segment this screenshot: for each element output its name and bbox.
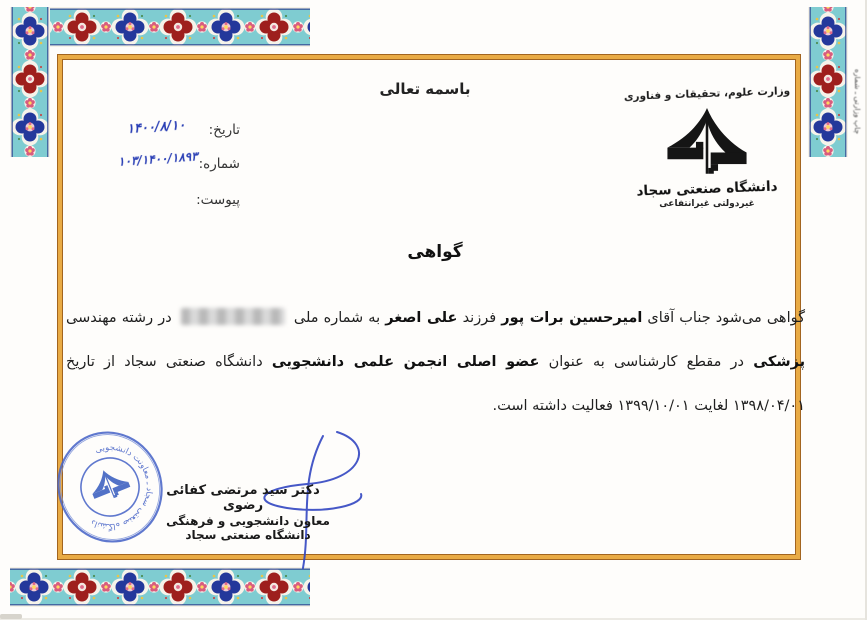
major-field: پزشکی (753, 354, 806, 370)
membership-role: عضو اصلی انجمن علمی دانشجویی (271, 354, 540, 370)
basmala-heading: باسمه تعالی (379, 80, 471, 98)
father-name: علی اصغر (385, 310, 458, 326)
number-label: شماره: (198, 156, 240, 172)
redacted-national-id (181, 308, 285, 325)
stamp-ring-text: دانشگاه صنعتی سجاد ـ معاونت دانشجویی (89, 442, 154, 532)
body-line-1 (66, 296, 805, 340)
body-seg3: به شماره ملی (293, 310, 381, 326)
attachment-label: پیوست: (196, 192, 240, 208)
edge-print-text: چاپ وزارتی ـ شماره (853, 68, 862, 134)
date-handwritten-value: ۱۴۰۰/۸/۱۰ (126, 117, 186, 138)
number-handwritten-value: ۱۰۳/۱۴۰۰/۱۸۹۳ (117, 149, 199, 169)
ministry-calligraphy: وزارت علوم، تحقیقات و فناوری (623, 85, 791, 103)
activity-period: ۱۳۹۸/۰۴/۰۱ لغایت ۱۳۹۹/۱۰/۰۱ فعالیت داشته است. (492, 398, 805, 414)
body-line-3 (66, 384, 805, 428)
tile-border-left (10, 7, 50, 157)
signatory-role: معاون دانشجویی و فرهنگی دانشگاه صنعتی سجاد (166, 514, 330, 542)
student-name: امیرحسین برات پور (501, 310, 643, 326)
body-seg5: در مقطع کارشناسی به عنوان (548, 354, 745, 370)
body-seg1: گواهی می‌شود جناب آقای (647, 310, 805, 326)
body-line-2 (66, 340, 805, 384)
body-seg6: دانشگاه صنعتی سجاد از تاریخ (66, 354, 263, 370)
signatory-name: دکتر سید مرتضی کفائی رضوی (166, 483, 320, 513)
university-subtitle: غیردولتی غیرانتفاعی (659, 199, 755, 209)
tile-border-right (808, 7, 848, 157)
date-label: تاریخ: (208, 122, 240, 138)
body-seg2: فرزند (462, 310, 497, 326)
university-name: دانشگاه صنعتی سجاد (636, 178, 778, 200)
certificate-body (66, 296, 805, 428)
scan-edge-artifact (0, 614, 22, 619)
tile-border-top (10, 7, 310, 47)
certificate-title: گواهی (407, 242, 463, 262)
letterhead (618, 85, 796, 209)
body-seg4: در رشته مهندسی (66, 310, 172, 326)
university-logo (661, 104, 753, 180)
